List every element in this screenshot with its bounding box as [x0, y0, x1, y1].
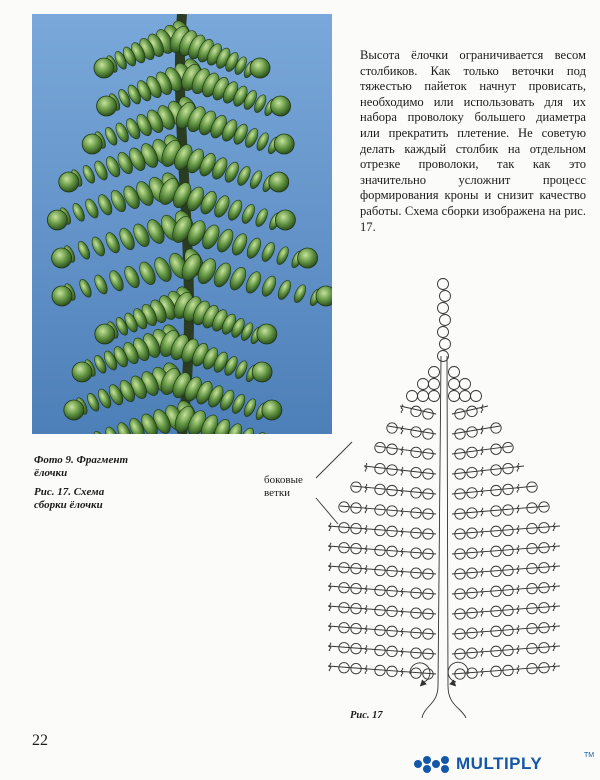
- figure-label: Рис. 17: [350, 710, 383, 721]
- side-branches-label: боковые ветки: [264, 474, 303, 499]
- scheme-caption: Рис. 17. Схема сборки ёлочки: [34, 486, 105, 511]
- body-text: Высота ёлочки ограничивается весом столбиков. Как только веточки под тяжестью пайеток начнут провисать, необходимо или использовать для их набора проволоку большего диаметра или прекратить плетение. Не советую делать каждый столбик на отдельном отрезке проволоки, так как это значительно усложнит процесс формирования кроны и снизит качество работы. Схема сборки изображена на рис. 17.: [360, 48, 586, 234]
- page-number: 22: [32, 732, 48, 749]
- watermark-tm: TM: [584, 752, 595, 759]
- photo-caption: Фото 9. Фрагмент ёлочки: [34, 454, 129, 479]
- watermark-brand: MULTIPLY: [456, 754, 543, 773]
